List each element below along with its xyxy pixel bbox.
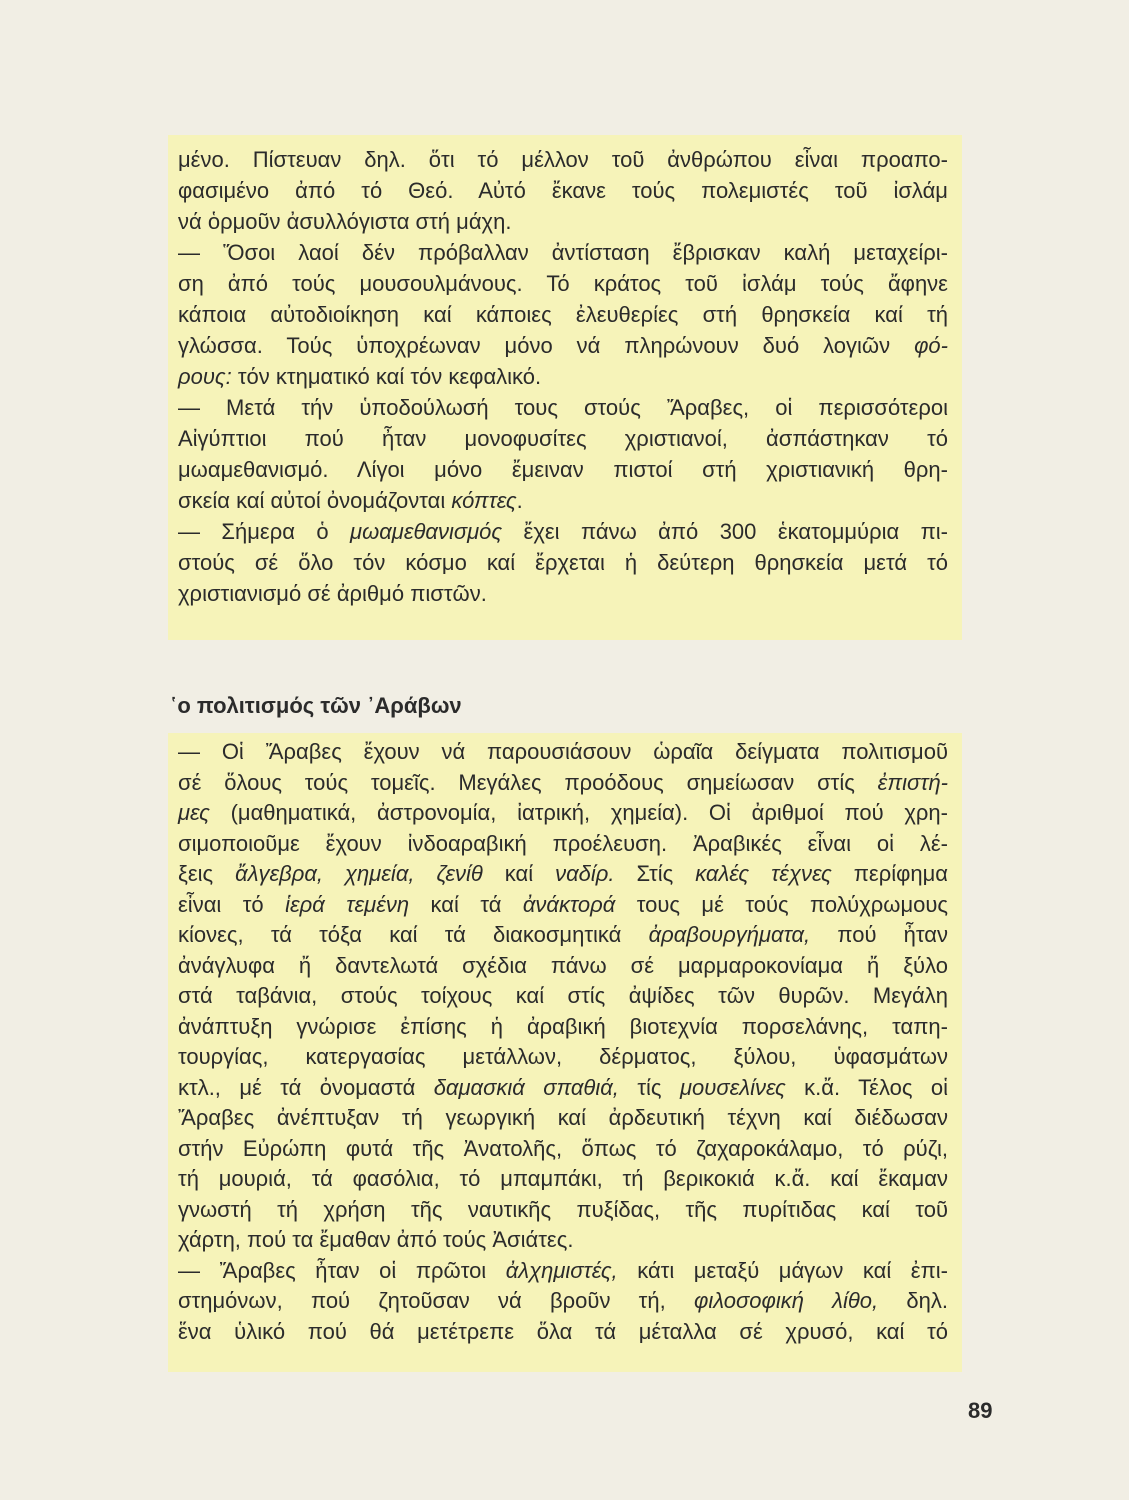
text-segment: (μαθηματικά, ἀστρονομία, ἰατρική, χημεία). Οἱ ἀριθμοί πού χρη- bbox=[209, 800, 948, 825]
text-line bbox=[178, 330, 948, 361]
text-segment: ξεις bbox=[178, 861, 236, 886]
text-line bbox=[178, 392, 948, 423]
text-line bbox=[178, 1103, 948, 1134]
text-segment: στήν Εὐρώπη φυτά τῆς Ἀνατολῆς, ὅπως τό ζαχαροκάλαμο, τό ρύζι, bbox=[178, 1135, 948, 1161]
text-segment: κ.ἄ. Τέλος οἱ bbox=[785, 1074, 948, 1100]
text-line bbox=[178, 1256, 948, 1287]
text-segment: — Μετά τήν ὑποδούλωσή τους στούς Ἄραβες, οἱ περισσότεροι bbox=[178, 395, 948, 420]
text-segment: Στίς bbox=[614, 861, 696, 886]
text-segment: — Οἱ Ἄραβες ἔχουν νά παρουσιάσουν ὡραῖα δείγματα πολιτισμοῦ bbox=[178, 739, 948, 764]
text-line bbox=[178, 920, 948, 951]
text-segment: κάποια αὐτοδιοίκηση καί κάποιες ἐλευθερίες στή θρησκεία καί τή bbox=[178, 302, 948, 327]
text-line bbox=[178, 1134, 948, 1165]
text-segment: μένο. Πίστευαν δηλ. ὅτι τό μέλλον τοῦ ἀνθρώπου εἶναι προαπο- bbox=[178, 147, 948, 172]
text-segment: — Σήμερα ὁ bbox=[178, 519, 351, 544]
text-segment: φασιμένο ἀπό τό Θεό. Αὐτό ἔκανε τούς πολεμιστές τοῦ ἰσλάμ bbox=[178, 178, 948, 203]
text-segment: Αἰγύπτιοι πού ἦταν μονοφυσίτες χριστιανοί, ἀσπάστηκαν τό bbox=[178, 426, 948, 451]
text-segment: κτλ., μέ τά ὀνομαστά bbox=[178, 1074, 434, 1100]
italic-term: φό- bbox=[914, 333, 948, 358]
text-segment: γλώσσα. Τούς ὑποχρέωναν μόνο νά πληρώνουν δυό λογιῶν bbox=[178, 333, 915, 358]
text-segment: στημόνων, πού ζητοῦσαν νά βροῦν τή, bbox=[178, 1288, 694, 1313]
italic-term: μωαμεθανισμός bbox=[350, 519, 503, 544]
text-segment: δηλ. bbox=[878, 1288, 948, 1313]
text-line bbox=[178, 890, 948, 921]
text-line bbox=[178, 829, 948, 860]
italic-term: ἀλχημιστές, bbox=[505, 1257, 618, 1283]
italic-term: ρους: bbox=[178, 364, 232, 389]
highlighted-text-block-2 bbox=[168, 733, 962, 1372]
text-line bbox=[178, 1195, 948, 1226]
italic-term: ἱερά τεμένη bbox=[285, 891, 410, 917]
text-segment: ἀνάγλυφα ἤ δαντελωτά σχέδια πάνω σέ μαρμαροκονίαμα ἤ ξύλο bbox=[178, 952, 948, 978]
text-line bbox=[178, 516, 948, 547]
highlighted-text-block-1 bbox=[168, 135, 962, 640]
text-segment: Ἄραβες ἀνέπτυξαν τή γεωργική καί ἀρδευτική τέχνη καί διέδωσαν bbox=[178, 1105, 948, 1130]
text-segment: στά ταβάνια, στούς τοίχους καί στίς ἀψίδες τῶν θυρῶν. Μεγάλη bbox=[178, 983, 948, 1008]
text-line bbox=[178, 175, 948, 206]
text-line bbox=[178, 237, 948, 268]
text-segment: περίφημα bbox=[831, 861, 949, 886]
text-line bbox=[178, 578, 948, 609]
italic-term: μες bbox=[178, 800, 210, 825]
text-segment: σκεία καί αὐτοί ὀνομάζονται bbox=[178, 488, 452, 513]
text-segment: τή μουριά, τά φασόλια, τό μπαμπάκι, τή βερικοκιά κ.ἄ. καί ἔκαμαν bbox=[178, 1166, 948, 1191]
italic-term: ἐπιστή- bbox=[877, 769, 948, 795]
text-line bbox=[178, 361, 948, 392]
text-line bbox=[178, 768, 948, 799]
text-line bbox=[178, 737, 948, 768]
text-segment: — Ἄραβες ἦταν οἱ πρῶτοι bbox=[178, 1257, 506, 1283]
italic-term: κόπτες bbox=[451, 488, 517, 513]
text-segment: κάτι μεταξύ μάγων καί ἐπι- bbox=[617, 1257, 948, 1283]
text-segment: σέ ὅλους τούς τομεῖς. Μεγάλες προόδους σημείωσαν στίς bbox=[178, 769, 878, 795]
italic-term: καλές τέχνες bbox=[695, 861, 832, 886]
text-segment: τόν κτηματικό καί τόν κεφαλικό. bbox=[231, 364, 542, 389]
text-line bbox=[178, 1317, 948, 1348]
text-line bbox=[178, 1042, 948, 1073]
text-segment: χριστιανισμό σέ ἀριθμό πιστῶν. bbox=[178, 581, 487, 606]
page-number: 89 bbox=[968, 1398, 993, 1423]
section-heading: ῾ο πολιτισμός τῶν ᾿Αράβων bbox=[170, 693, 462, 718]
text-line bbox=[178, 981, 948, 1012]
text-line bbox=[178, 299, 948, 330]
text-line bbox=[178, 144, 948, 175]
italic-term: φιλοσοφική λίθο, bbox=[693, 1288, 879, 1313]
text-segment: — Ὅσοι λαοί δέν πρόβαλλαν ἀντίσταση ἔβρισκαν καλή μεταχείρι- bbox=[178, 240, 948, 265]
italic-term: ἀνάκτορά bbox=[522, 891, 616, 917]
text-segment: τίς bbox=[618, 1074, 680, 1100]
text-segment: καί τά bbox=[409, 891, 523, 917]
text-segment: πού ἦταν bbox=[810, 922, 948, 947]
text-segment: τους μέ τούς πολύχρωμους bbox=[615, 891, 949, 917]
text-line bbox=[178, 206, 948, 237]
text-line bbox=[178, 547, 948, 578]
text-segment: ἀνάπτυξη γνώρισε ἐπίσης ἡ ἀραβική βιοτεχνία πορσελάνης, ταπη- bbox=[178, 1013, 948, 1039]
italic-term: δαμασκιά σπαθιά, bbox=[433, 1074, 619, 1100]
italic-term: ἄλγεβρα, χημεία, ζενίθ bbox=[235, 861, 483, 886]
text-segment: γνωστή τή χρήση τῆς ναυτικῆς πυξίδας, τῆς πυρίτιδας καί τοῦ bbox=[178, 1196, 948, 1222]
italic-term: ναδίρ. bbox=[555, 861, 615, 886]
text-segment: τουργίας, κατεργασίας μετάλλων, δέρματος, ξύλου, ὑφασμάτων bbox=[178, 1044, 948, 1069]
text-line bbox=[178, 485, 948, 516]
text-line bbox=[178, 1012, 948, 1043]
text-segment: σιμοποιοῦμε ἔχουν ἰνδοαραβική προέλευση. Ἀραβικές εἶναι οἱ λέ- bbox=[178, 830, 948, 856]
text-segment: στούς σέ ὅλο τόν κόσμο καί ἔρχεται ἡ δεύτερη θρησκεία μετά τό bbox=[178, 550, 948, 575]
text-segment: εἶναι τό bbox=[178, 891, 286, 917]
text-segment: νά ὁρμοῦν ἀσυλλόγιστα στή μάχη. bbox=[178, 209, 512, 234]
text-line bbox=[178, 454, 948, 485]
text-segment: ἕνα ὑλικό πού θά μετέτρεπε ὅλα τά μέταλλα σέ χρυσό, καί τό bbox=[178, 1318, 948, 1344]
text-segment: καί bbox=[482, 861, 556, 886]
text-line bbox=[178, 268, 948, 299]
text-segment: . bbox=[516, 488, 523, 513]
text-line bbox=[178, 951, 948, 982]
text-segment: μωαμεθανισμό. Λίγοι μόνο ἔμειναν πιστοί στή χριστιανική θρη- bbox=[178, 457, 948, 482]
text-segment: ση ἀπό τούς μουσουλμάνους. Τό κράτος τοῦ ἰσλάμ τούς ἄφηνε bbox=[178, 271, 948, 296]
text-line bbox=[178, 423, 948, 454]
text-line bbox=[178, 1164, 948, 1195]
italic-term: μουσελίνες bbox=[679, 1074, 786, 1100]
text-line bbox=[178, 798, 948, 829]
text-line bbox=[178, 1073, 948, 1104]
text-line bbox=[178, 859, 948, 890]
text-line bbox=[178, 1286, 948, 1317]
text-segment: κίονες, τά τόξα καί τά διακοσμητικά bbox=[178, 922, 649, 947]
text-segment: ἔχει πάνω ἀπό 300 ἑκατομμύρια πι- bbox=[502, 519, 948, 544]
italic-term: ἀραβουργήματα, bbox=[648, 922, 811, 947]
text-segment: χάρτη, πού τα ἔμαθαν ἀπό τούς Ἀσιάτες. bbox=[178, 1227, 574, 1252]
text-line bbox=[178, 1225, 948, 1256]
